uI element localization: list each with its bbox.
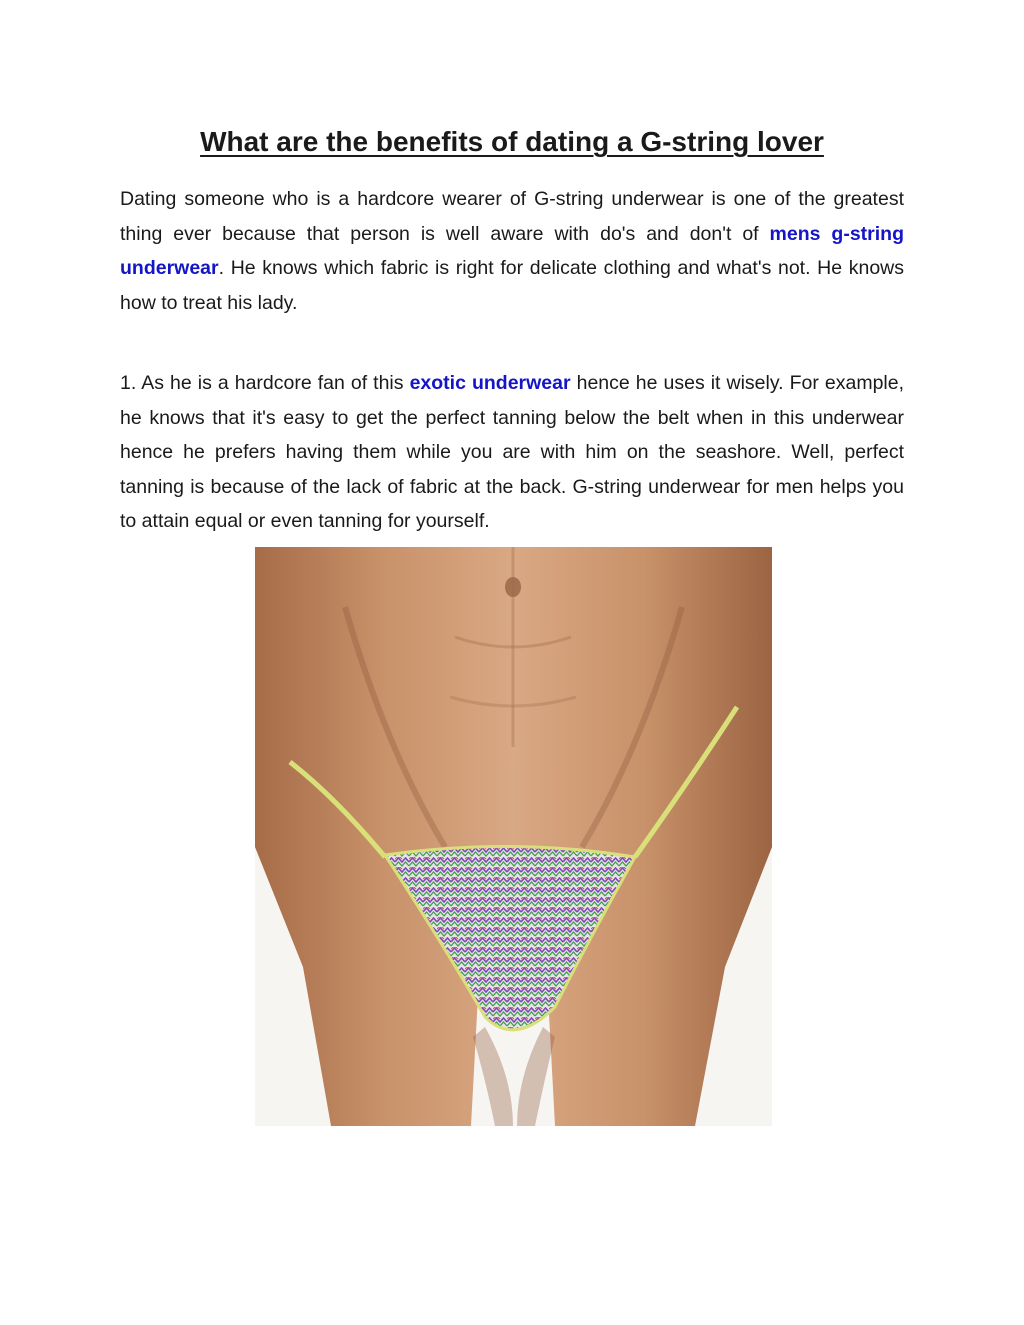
exotic-underwear-link[interactable]: exotic underwear [409,372,571,394]
intro-text-after: . He knows which fabric is right for delicate clothing and what's not. He knows how to treat his lady. [120,257,904,314]
page-title: What are the benefits of dating a G-string lover [200,126,824,157]
benefit-text-before: 1. As he is a hardcore fan of this [120,372,410,394]
benefit-paragraph-1 [120,366,904,539]
product-photo [255,547,772,1126]
product-photo-illustration [255,547,772,1126]
benefit-text-after: hence he uses it wisely. For example, he knows that it's easy to get the perfect tanning below the belt when in this underwear hence he prefers having them while you are with him on the seashore. Well, perfect tanning is because of the lack of fabric at the back. G-string underwear for men helps you to attain equal or even tanning for yourself. [120,372,905,532]
intro-paragraph [120,182,904,320]
mens-g-string-underwear-link[interactable]: mens g-string underwear [120,222,904,279]
intro-text-before: Dating someone who is a hardcore wearer of G-string underwear is one of the greatest thing ever because that person is well aware with do's and don't of [120,188,904,245]
